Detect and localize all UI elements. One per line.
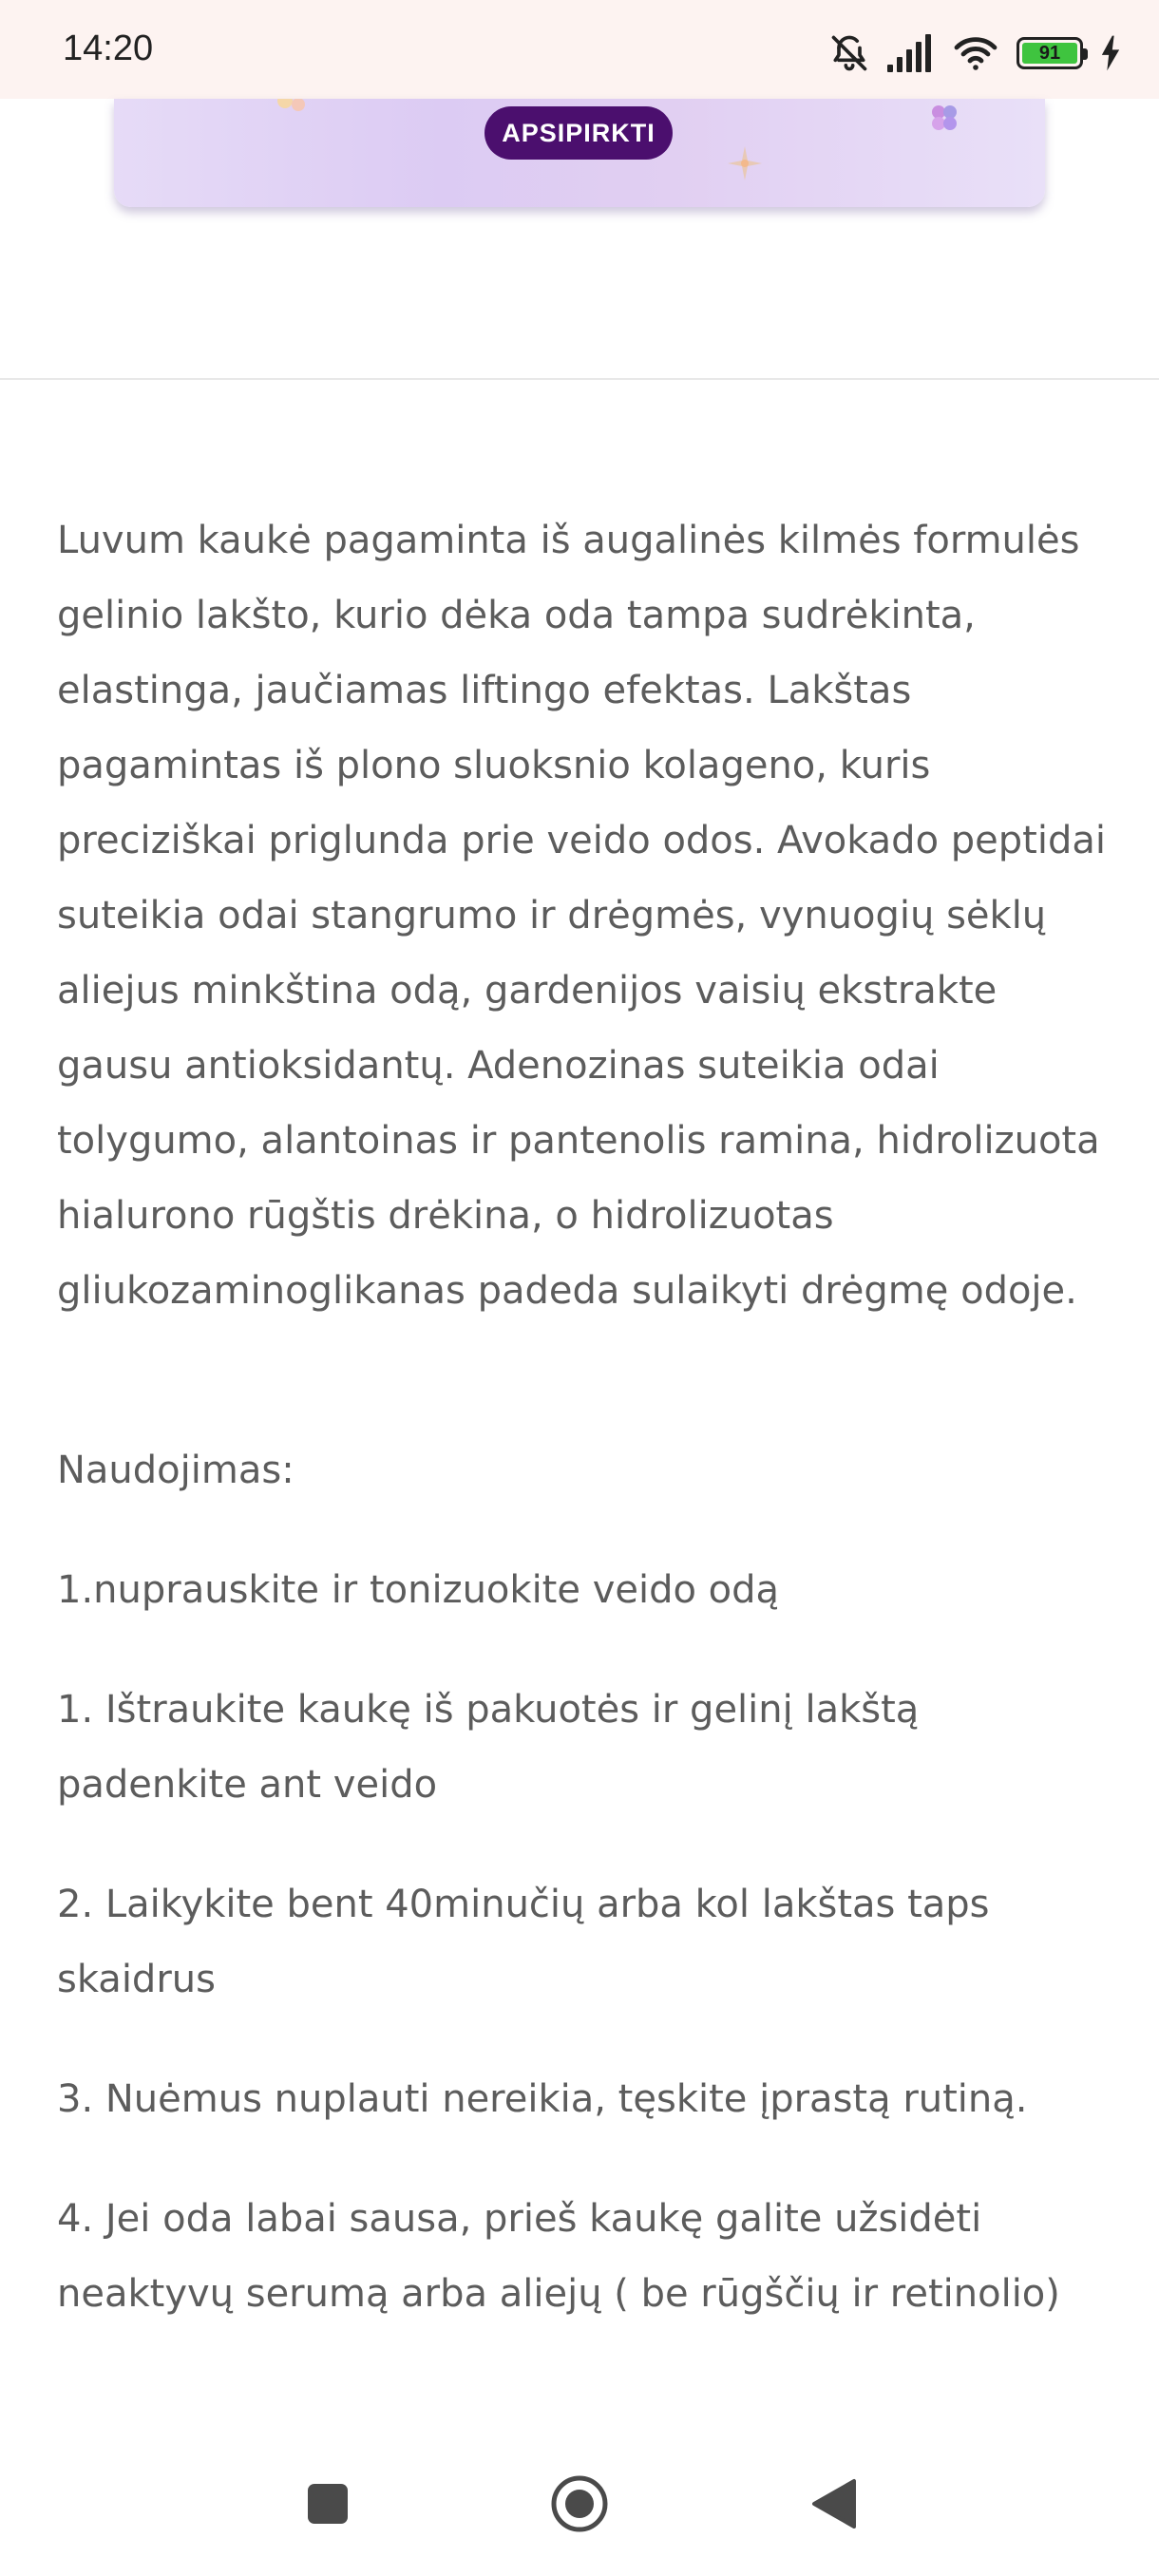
flower-decoration-icon — [266, 99, 323, 127]
usage-step: 2. Laikykite bent 40minučių arba kol lakštas taps skaidrus — [57, 1883, 990, 2001]
product-description: Luvum kaukė pagaminta iš augalinės kilmės formulės gelinio lakšto, kurio dėka oda tampa sudrėkinta, elastinga, jaučiamas liftingo efektas. Lakštas pagamintas iš plono sluoksnio kolageno, kuris preciziškai priglunda prie veido odos. Avokado peptidai suteikia odai stangrumo ir drėgmės, vynuogių sėklų aliejus minkština odą, gardenijos vaisių ekstrakte gausu antioksidantų. Adenozinas suteikia odai tolygumo, alantoinas ir pantenolis ramina, hidrolizuota hialurono rūgštis drėkina, o hidrolizuotas gliukozaminoglikanas padeda sulaikyti drėgmę odoje. — [57, 519, 1106, 1313]
status-bar — [0, 0, 1159, 99]
charging-icon — [1100, 35, 1121, 71]
home-icon — [549, 2473, 610, 2534]
wifi-icon — [952, 34, 999, 72]
divider — [0, 378, 1159, 380]
sparkle-icon — [724, 142, 766, 184]
shop-now-button[interactable]: APSIPIRKTI — [484, 106, 673, 160]
usage-title: Naudojimas: — [57, 1449, 294, 1492]
bell-off-icon — [828, 32, 870, 74]
usage-step: 1. Ištraukite kaukę iš pakuotės ir gelinį lakštą padenkite ant veido — [57, 1688, 920, 1807]
home-button[interactable] — [542, 2466, 618, 2542]
usage-step: 4. Jei oda labai sausa, prieš kaukę galite užsidėti neaktyvų serumą arba aliejų ( be rūgščių ir retinolio) — [57, 2197, 1060, 2316]
usage-step: 3. Nuėmus nuplauti nereikia, tęskite įprastą rutiną. — [57, 2077, 1028, 2121]
status-icons — [828, 27, 1121, 80]
back-button[interactable] — [796, 2466, 872, 2542]
battery-level: 91 — [1022, 43, 1077, 64]
star-decoration-icon — [925, 99, 963, 137]
promo-banner[interactable] — [114, 99, 1045, 207]
battery-icon — [1016, 37, 1083, 69]
back-icon — [810, 2478, 858, 2529]
signal-icon — [887, 34, 935, 72]
usage-step: 1.nuprauskite ir tonizuokite veido odą — [57, 1568, 780, 1612]
status-time: 14:20 — [63, 28, 154, 68]
recent-apps-button[interactable] — [290, 2466, 366, 2542]
product-content — [57, 503, 1112, 2377]
recent-apps-icon — [306, 2482, 350, 2526]
navigation-bar — [0, 2432, 1159, 2576]
